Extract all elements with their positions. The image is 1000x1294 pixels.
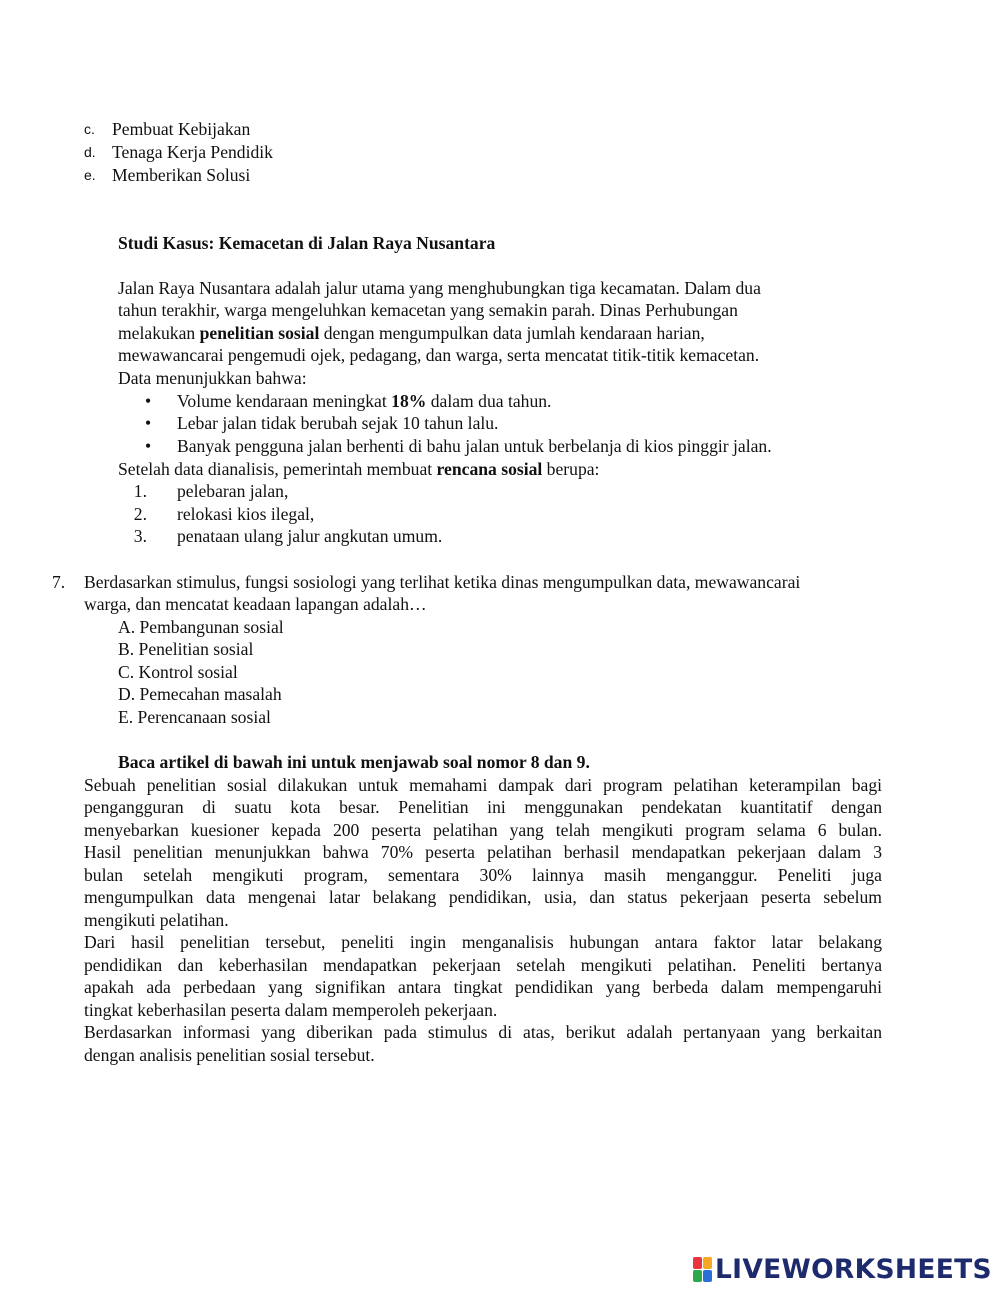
option-text: Pembuat Kebijakan bbox=[112, 119, 251, 139]
question-text: warga, dan mencatat keadaan lapangan adalah… bbox=[84, 594, 427, 614]
logo-block bbox=[693, 1270, 702, 1282]
answer-option-c[interactable]: C. Kontrol sosial bbox=[118, 662, 238, 682]
article-line: dengan analisis penelitian sosial tersebut. bbox=[84, 1045, 375, 1065]
logo-block bbox=[693, 1257, 702, 1269]
bullet-icon: • bbox=[145, 413, 152, 433]
plan-text: penataan ulang jalur angkutan umum. bbox=[177, 526, 443, 546]
option-letter: e. bbox=[84, 167, 96, 183]
answer-option-e[interactable]: E. Perencanaan sosial bbox=[118, 707, 271, 727]
bullet-text: Lebar jalan tidak berubah sejak 10 tahun lalu. bbox=[177, 413, 499, 433]
question-number: 7. bbox=[52, 572, 66, 592]
logo-block bbox=[703, 1257, 712, 1269]
text-span: melakukan bbox=[118, 323, 200, 343]
plan-number: 3. bbox=[133, 526, 147, 546]
option-text: Memberikan Solusi bbox=[112, 165, 251, 185]
case-study-title: Studi Kasus: Kemacetan di Jalan Raya Nusantara bbox=[118, 233, 496, 253]
answer-option-b[interactable]: B. Penelitian sosial bbox=[118, 639, 254, 659]
text-span: Setelah data dianalisis, pemerintah membuat bbox=[118, 459, 437, 479]
case-study-line bbox=[118, 322, 705, 345]
answer-option-a[interactable]: A. Pembangunan sosial bbox=[118, 617, 284, 637]
article-line: pendidikan dan keberhasilan mendapatkan pekerjaan setelah mengikuti pelatihan. Peneliti bertanya bbox=[84, 955, 882, 975]
logo-blocks-icon bbox=[693, 1257, 713, 1283]
bold-term: penelitian sosial bbox=[199, 323, 320, 343]
option-letter: c. bbox=[84, 121, 95, 137]
text-span: Volume kendaraan meningkat bbox=[177, 391, 392, 411]
plan-number: 2. bbox=[133, 504, 147, 524]
article-line: Sebuah penelitian sosial dilakukan untuk memahami dampak dari program pelatihan keterampilan bagi bbox=[84, 775, 882, 795]
text-span: dengan mengumpulkan data jumlah kendaraan harian, bbox=[319, 323, 705, 343]
option-letter: d. bbox=[84, 144, 96, 160]
bullet-icon: • bbox=[145, 391, 152, 411]
article-line: Hasil penelitian menunjukkan bahwa 70% peserta pelatihan berhasil mendapatkan pekerjaan dalam 3 bbox=[84, 842, 882, 862]
bullet-text bbox=[177, 390, 551, 413]
plan-text: relokasi kios ilegal, bbox=[177, 504, 315, 524]
option-text: Tenaga Kerja Pendidik bbox=[112, 142, 273, 162]
answer-option-d[interactable]: D. Pemecahan masalah bbox=[118, 684, 282, 704]
case-study-line bbox=[118, 458, 599, 481]
liveworksheets-logo bbox=[693, 1253, 992, 1287]
article-line: mengumpulkan data mengenai latar belakang pendidikan, usia, dan status pekerjaan peserta sebelum bbox=[84, 887, 882, 907]
question-text: Berdasarkan stimulus, fungsi sosiologi yang terlihat ketika dinas mengumpulkan data, mewawancarai bbox=[84, 572, 801, 592]
case-study-line: tahun terakhir, warga mengeluhkan kemacetan yang semakin parah. Dinas Perhubungan bbox=[118, 300, 738, 320]
article-line: tingkat keberhasilan peserta dalam memperoleh pekerjaan. bbox=[84, 1000, 498, 1020]
plan-text: pelebaran jalan, bbox=[177, 481, 289, 501]
case-study-line: Jalan Raya Nusantara adalah jalur utama yang menghubungkan tiga kecamatan. Dalam dua bbox=[118, 278, 761, 298]
article-line: Berdasarkan informasi yang diberikan pada stimulus di atas, berikut adalah pertanyaan yang berkaitan bbox=[84, 1022, 882, 1042]
bullet-icon: • bbox=[145, 436, 152, 456]
text-span: berupa: bbox=[542, 459, 600, 479]
plan-number: 1. bbox=[133, 481, 147, 501]
article-line: apakah ada perbedaan yang signifikan antara tingkat pendidikan yang berbeda dalam mempengaruhi bbox=[84, 977, 882, 997]
bullet-text: Banyak pengguna jalan berhenti di bahu jalan untuk berbelanja di kios pinggir jalan. bbox=[177, 436, 772, 456]
case-study-line: mewawancarai pengemudi ojek, pedagang, dan warga, serta mencatat titik-titik kemacetan. bbox=[118, 345, 760, 365]
bold-term: 18% bbox=[391, 391, 427, 411]
article-line: bulan setelah mengikuti program, sementara 30% lainnya masih menganggur. Peneliti juga bbox=[84, 865, 882, 885]
article-line: pengangguran di suatu kota besar. Penelitian ini menggunakan pendekatan kuantitatif dengan bbox=[84, 797, 882, 817]
logo-text: LIVEWORKSHEETS bbox=[715, 1253, 992, 1285]
article-line: menyebarkan kuesioner kepada 200 peserta pelatihan yang telah mengikuti program selama 6 bulan. bbox=[84, 820, 882, 840]
article-line: Dari hasil penelitian tersebut, peneliti ingin menganalisis hubungan antara faktor latar belakang bbox=[84, 932, 882, 952]
logo-block bbox=[703, 1270, 712, 1282]
article-line: mengikuti pelatihan. bbox=[84, 910, 229, 930]
bold-term: rencana sosial bbox=[436, 459, 543, 479]
article-heading: Baca artikel di bawah ini untuk menjawab soal nomor 8 dan 9. bbox=[118, 752, 590, 772]
case-study-line: Data menunjukkan bahwa: bbox=[118, 368, 307, 388]
text-span: dalam dua tahun. bbox=[426, 391, 552, 411]
